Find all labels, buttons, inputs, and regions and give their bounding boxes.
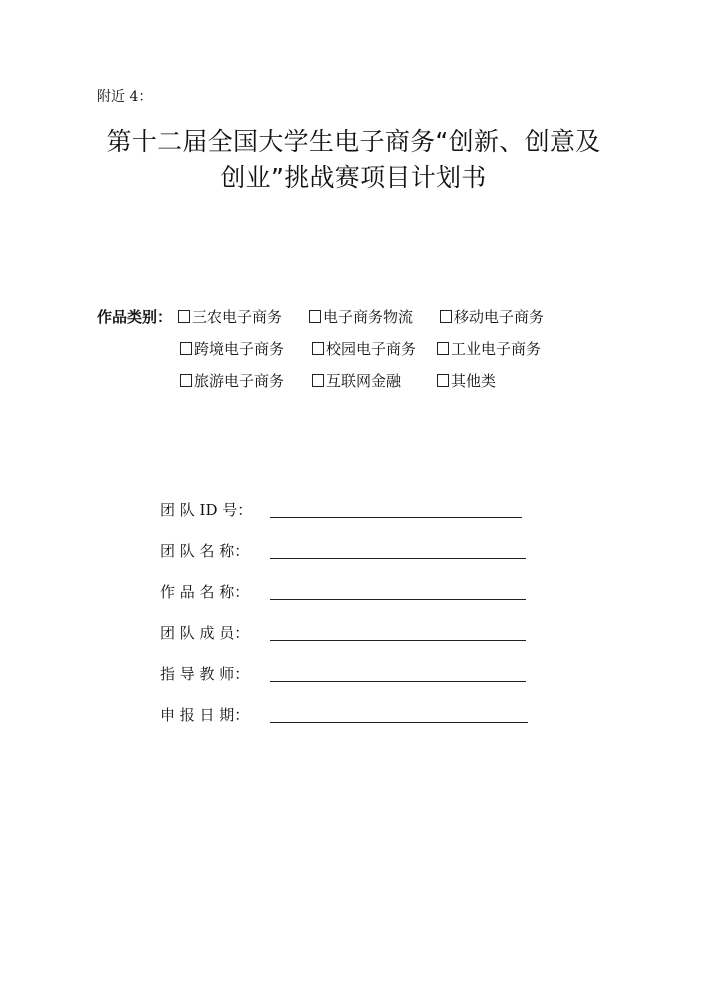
annex-label: 附近 4： bbox=[97, 89, 153, 105]
field-label: 指 导 教 师： bbox=[160, 665, 250, 683]
category-option[interactable] bbox=[437, 338, 541, 359]
option-label: 其他类 bbox=[451, 372, 497, 390]
category-option[interactable] bbox=[180, 338, 284, 359]
option-label: 校园电子商务 bbox=[326, 340, 417, 358]
category-label: 作品类别： bbox=[97, 308, 173, 326]
field-label: 团 队 成 员： bbox=[160, 624, 250, 642]
checkbox-icon[interactable] bbox=[309, 310, 321, 323]
category-option[interactable] bbox=[180, 370, 284, 391]
field-label: 申 报 日 期： bbox=[160, 706, 250, 724]
option-label: 互联网金融 bbox=[326, 372, 402, 390]
checkbox-icon[interactable] bbox=[440, 310, 452, 323]
category-option[interactable] bbox=[440, 306, 544, 327]
document-title-line-1: 第十二届全国大学生电子商务“创新、创意及 bbox=[106, 127, 601, 156]
option-label: 电子商务物流 bbox=[323, 308, 414, 326]
category-option[interactable] bbox=[178, 306, 282, 327]
field-label: 团 队 ID 号： bbox=[160, 501, 253, 519]
checkbox-icon[interactable] bbox=[437, 342, 449, 355]
team-id-field[interactable] bbox=[270, 517, 522, 518]
team-members-field[interactable] bbox=[270, 640, 526, 641]
document-title-line-2: 创业”挑战赛项目计划书 bbox=[220, 163, 487, 192]
field-label: 团 队 名 称： bbox=[160, 542, 250, 560]
option-label: 工业电子商务 bbox=[451, 340, 542, 358]
category-option[interactable] bbox=[312, 370, 401, 391]
checkbox-icon[interactable] bbox=[180, 342, 192, 355]
option-label: 旅游电子商务 bbox=[194, 372, 285, 390]
advisor-field[interactable] bbox=[270, 681, 526, 682]
category-option[interactable] bbox=[312, 338, 416, 359]
option-label: 移动电子商务 bbox=[454, 308, 545, 326]
category-option[interactable] bbox=[437, 370, 496, 391]
team-name-field[interactable] bbox=[270, 558, 526, 559]
checkbox-icon[interactable] bbox=[312, 374, 324, 387]
checkbox-icon[interactable] bbox=[178, 310, 190, 323]
field-label: 作 品 名 称： bbox=[160, 583, 250, 601]
date-field[interactable] bbox=[270, 722, 528, 723]
checkbox-icon[interactable] bbox=[312, 342, 324, 355]
option-label: 跨境电子商务 bbox=[194, 340, 285, 358]
category-option[interactable] bbox=[309, 306, 413, 327]
checkbox-icon[interactable] bbox=[180, 374, 192, 387]
checkbox-icon[interactable] bbox=[437, 374, 449, 387]
option-label: 三农电子商务 bbox=[192, 308, 283, 326]
work-name-field[interactable] bbox=[270, 599, 526, 600]
